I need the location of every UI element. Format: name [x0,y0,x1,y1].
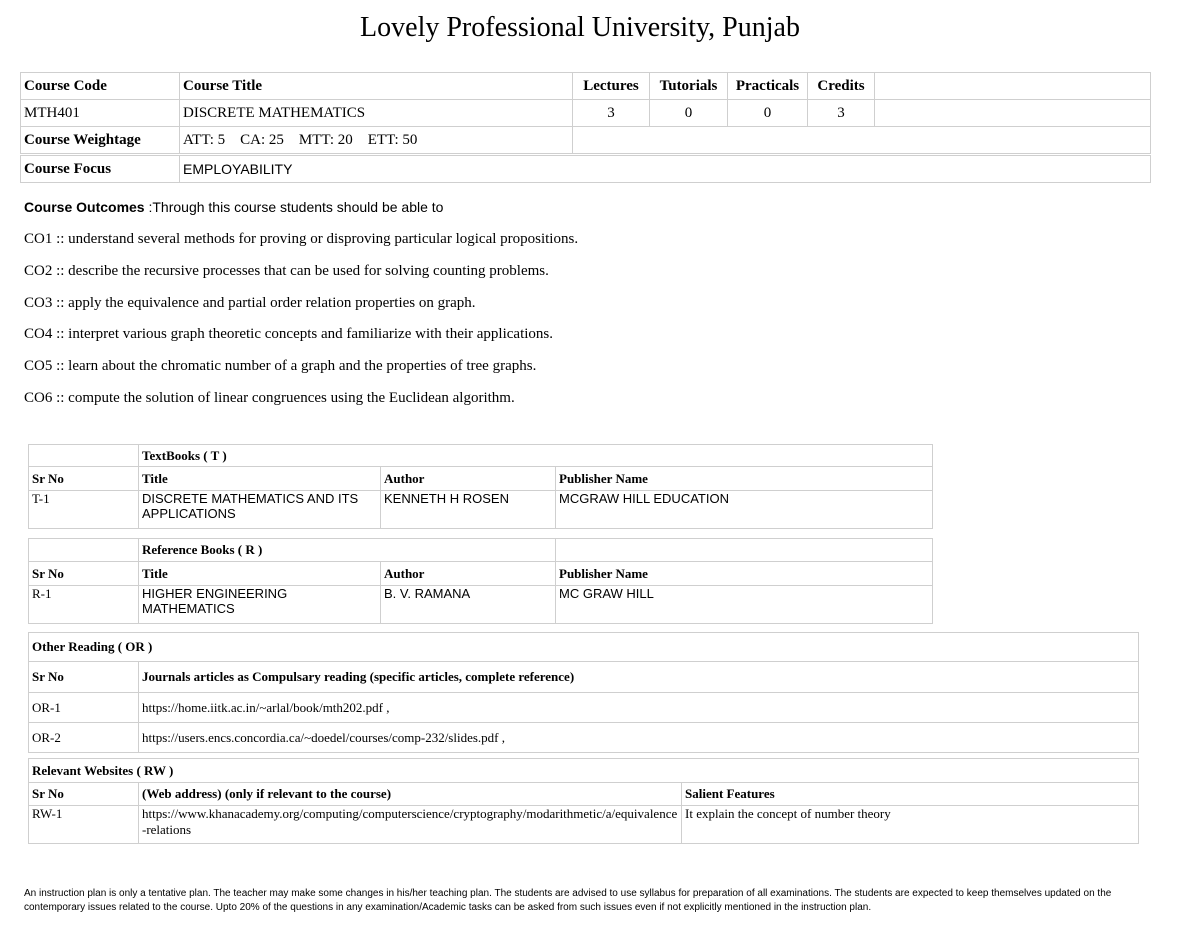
table-row [29,586,933,624]
focus-value: EMPLOYABILITY [180,156,1151,183]
footer-note: An instruction plan is only a tentative plan. The teacher may make some changes in his/her teaching plan. The students are advised to use syllabus for preparation of all examinations. The students are expected to keep themselves updated on the contemporary issues related to the course. Upto 20% of the questions in any examination/Academic tasks can be asked from such issues even if not explicitly mentioned in the instruction plan. [24,888,1112,913]
outcomes-heading [24,199,443,215]
outcome-co4: CO4 :: interpret various graph theoretic concepts and familiarize with their applications. [24,326,553,342]
course-focus-table [20,155,1151,183]
table-row [29,693,1139,723]
references-header-publisher: Publisher Name [556,562,933,586]
tutorials-value: 0 [650,100,728,127]
reference-books-table [28,538,933,624]
table-row [29,806,1139,844]
outcomes-title: Course Outcomes [24,199,145,215]
textbooks-header-author: Author [381,467,556,491]
references-header-sr: Sr No [29,562,139,586]
textbooks-table [28,444,933,529]
textbook-title: DISCRETE MATHEMATICS AND ITS APPLICATIONS [139,491,381,529]
websites-header-features: Salient Features [682,783,1139,806]
header-course-title: Course Title [180,73,573,100]
focus-label: Course Focus [21,156,180,183]
weightage-label: Course Weightage [21,127,180,154]
header-credits: Credits [808,73,875,100]
practicals-value: 0 [728,100,808,127]
reference-sr: R-1 [29,586,139,624]
reference-author: B. V. RAMANA [381,586,556,624]
course-title: DISCRETE MATHEMATICS [180,100,573,127]
credits-value: 3 [808,100,875,127]
textbooks-header-publisher: Publisher Name [556,467,933,491]
references-heading: Reference Books ( R ) [139,539,556,562]
header-practicals: Practicals [728,73,808,100]
outcome-co2: CO2 :: describe the recursive processes that can be used for solving counting problems. [24,263,549,279]
other-reading-table [28,632,1139,753]
table-row [29,723,1139,753]
header-lectures: Lectures [573,73,650,100]
outcome-co5: CO5 :: learn about the chromatic number of a graph and the properties of tree graphs. [24,358,537,374]
outcome-co3: CO3 :: apply the equivalence and partial order relation properties on graph. [24,295,476,311]
outcome-co1: CO1 :: understand several methods for proving or disproving particular logical propositions. [24,231,579,247]
other-reading-heading: Other Reading ( OR ) [29,633,1139,662]
websites-header-sr: Sr No [29,783,139,806]
relevant-websites-table [28,758,1139,844]
website-link[interactable]: https://www.khanacademy.org/computing/computerscience/cryptography/modarithmetic/a/equivalence-relations [139,806,682,844]
textbooks-header-sr: Sr No [29,467,139,491]
course-code: MTH401 [21,100,180,127]
website-feature: It explain the concept of number theory [682,806,1139,844]
textbook-sr: T-1 [29,491,139,529]
other-reading-sr: OR-1 [29,693,139,723]
header-course-code: Course Code [21,73,180,100]
references-header-title: Title [139,562,381,586]
table-row [29,491,933,529]
websites-heading: Relevant Websites ( RW ) [29,759,1139,783]
outcomes-intro: :Through this course students should be able to [144,199,444,215]
page-title: Lovely Professional University, Punjab [360,12,800,43]
other-reading-link[interactable]: https://home.iitk.ac.in/~arlal/book/mth202.pdf , [139,693,1139,723]
lectures-value: 3 [573,100,650,127]
references-header-author: Author [381,562,556,586]
other-reading-header-desc: Journals articles as Compulsary reading (specific articles, complete reference) [139,662,1139,693]
textbook-publisher: MCGRAW HILL EDUCATION [556,491,933,529]
reference-title: HIGHER ENGINEERING MATHEMATICS [139,586,381,624]
outcome-co6: CO6 :: compute the solution of linear congruences using the Euclidean algorithm. [24,390,515,406]
course-info-table [20,72,1151,154]
weightage-value: ATT: 5 CA: 25 MTT: 20 ETT: 50 [180,127,573,154]
websites-header-web: (Web address) (only if relevant to the course) [139,783,682,806]
textbooks-heading: TextBooks ( T ) [139,445,933,467]
header-tutorials: Tutorials [650,73,728,100]
other-reading-sr: OR-2 [29,723,139,753]
website-sr: RW-1 [29,806,139,844]
other-reading-link[interactable]: https://users.encs.concordia.ca/~doedel/courses/comp-232/slides.pdf , [139,723,1139,753]
other-reading-header-sr: Sr No [29,662,139,693]
reference-publisher: MC GRAW HILL [556,586,933,624]
textbooks-header-title: Title [139,467,381,491]
textbook-author: KENNETH H ROSEN [381,491,556,529]
